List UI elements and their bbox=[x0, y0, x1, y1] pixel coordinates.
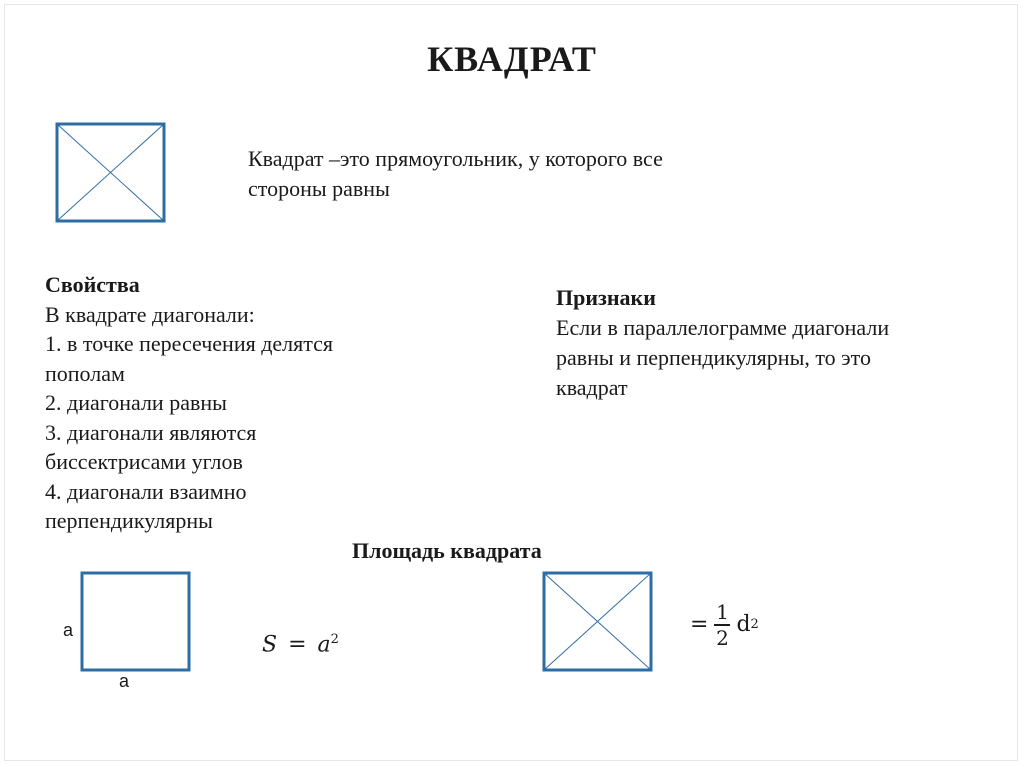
formula-base: a bbox=[317, 632, 331, 658]
properties-line: 1. в точке пересечения делятся bbox=[45, 331, 334, 356]
signs-block bbox=[556, 283, 976, 403]
properties-line: 4. диагонали взаимно bbox=[45, 478, 247, 504]
square-plain bbox=[80, 571, 192, 673]
fraction-denominator: 2 bbox=[716, 625, 729, 650]
formula-fraction bbox=[714, 600, 730, 650]
formula-exp: 2 bbox=[330, 632, 339, 647]
signs-heading: Признаки bbox=[556, 285, 656, 310]
formula-eq: = bbox=[690, 612, 709, 638]
properties-heading: Свойства bbox=[45, 272, 140, 297]
side-label-left: a bbox=[63, 620, 74, 640]
definition-text bbox=[248, 144, 768, 204]
area-formula-diagonal bbox=[690, 600, 759, 650]
properties-intro: В квадрате диагонали: bbox=[45, 301, 255, 327]
properties-line: биссектрисами углов bbox=[45, 449, 243, 474]
signs-line: квадрат bbox=[556, 375, 628, 400]
area-formula-side bbox=[262, 632, 339, 657]
properties-line: 3. диагонали являются bbox=[45, 419, 257, 445]
properties-line: 2. диагонали равны bbox=[45, 390, 227, 415]
formula-eq: = bbox=[288, 632, 307, 658]
definition-line: стороны равны bbox=[248, 176, 390, 201]
properties-line: пополам bbox=[45, 360, 125, 386]
signs-line: равны и перпендикулярны, то это bbox=[556, 345, 871, 370]
square-with-diagonals-top bbox=[55, 122, 167, 224]
signs-line: Если в параллелограмме диагонали bbox=[556, 315, 890, 340]
formula-lhs: S bbox=[262, 632, 278, 658]
side-label-bottom: a bbox=[119, 671, 130, 691]
fraction-numerator: 1 bbox=[716, 600, 729, 624]
properties-line: перпендикулярны bbox=[45, 508, 213, 533]
formula-exp: 2 bbox=[750, 617, 759, 633]
square-with-diagonals-bottom bbox=[542, 571, 654, 673]
formula-var: d bbox=[736, 612, 751, 638]
area-heading: Площадь квадрата bbox=[352, 538, 542, 563]
page-title: КВАДРАТ bbox=[427, 39, 597, 79]
properties-block bbox=[45, 270, 445, 536]
definition-line: Квадрат –это прямоугольник, у которого все bbox=[248, 146, 663, 171]
